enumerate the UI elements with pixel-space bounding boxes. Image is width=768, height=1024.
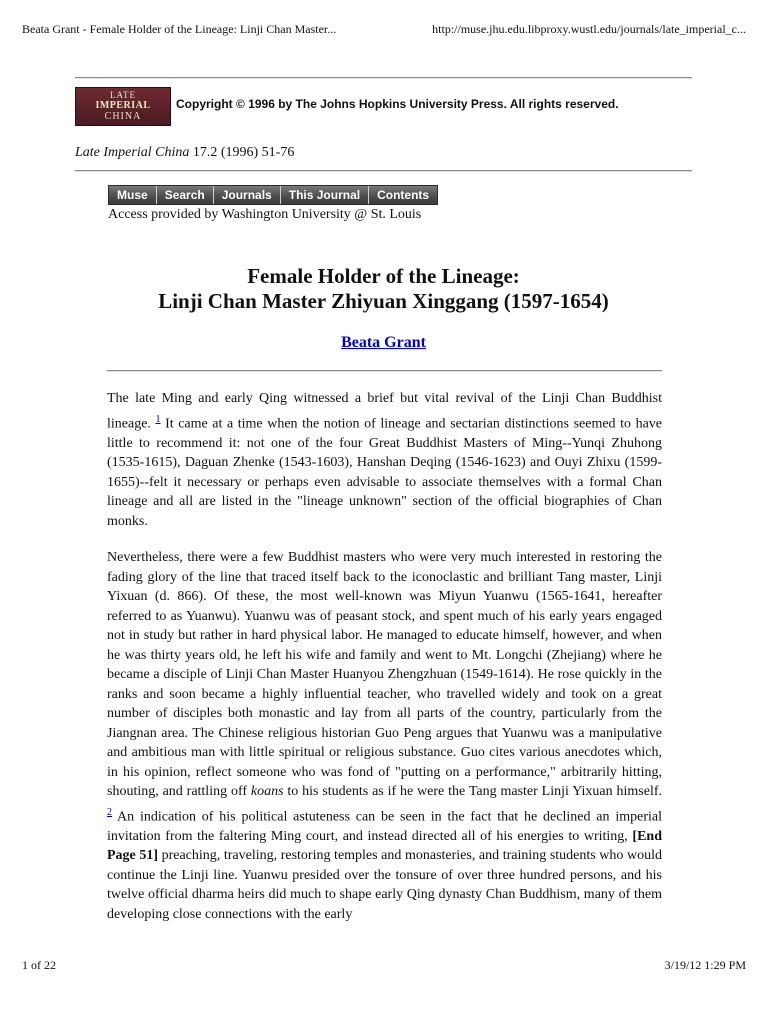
nav-muse-button[interactable]: Muse: [109, 186, 157, 204]
paragraph-1: [107, 389, 662, 531]
citation-journal: Late Imperial China: [75, 145, 190, 160]
copyright-notice: Copyright © 1996 by The Johns Hopkins University Press. All rights reserved.: [176, 97, 619, 111]
footnote-2-link[interactable]: 2: [107, 806, 112, 818]
article-body: [107, 389, 662, 941]
print-header-title: Beata Grant - Female Holder of the Lineage: Linji Chan Master...: [22, 22, 337, 36]
citation-details: 17.2 (1996) 51-76: [189, 145, 295, 160]
citation: [75, 145, 294, 161]
access-notice: Access provided by Washington University @ St. Louis: [108, 207, 422, 222]
top-rule: [75, 77, 692, 79]
nav-this-journal-button[interactable]: This Journal: [281, 186, 369, 204]
print-header: [22, 22, 746, 38]
journal-logo[interactable]: [75, 87, 171, 126]
paragraph-2-text-b: to his students as if he were the Tang master Linji Yixuan himself.: [283, 784, 662, 800]
footnote-1-link[interactable]: 1: [155, 413, 161, 425]
print-footer: [22, 958, 746, 974]
paragraph-2-text-d: preaching, traveling, restoring temples and monasteries, and training students who would continue the Linji line. Yuanwu presided over the tonsure of over three hundred persons, and his twelve official dharma heirs did much to shape early Qing dynasty Chan Buddhism, many of them developing close connections with the early: [107, 848, 662, 922]
nav-journals-button[interactable]: Journals: [214, 186, 281, 204]
article-title: [75, 264, 692, 314]
citation-rule: [75, 170, 692, 172]
paragraph-2-text-c: An indication of his political astuteness can be seen in the fact that he declined an imperial invitation from the faltering Ming court, and instead directed all of his energies to writing,: [107, 809, 662, 844]
journal-navbar: [108, 185, 438, 205]
author-rule: [107, 370, 662, 372]
logo-line-1: LATE: [110, 90, 136, 100]
logo-line-2: IMPERIAL: [95, 100, 151, 111]
article-author: [75, 334, 692, 352]
paragraph-2: [107, 548, 662, 924]
print-footer-datetime: 3/19/12 1:29 PM: [664, 958, 746, 972]
nav-contents-button[interactable]: Contents: [369, 186, 437, 204]
koans-term: koans: [250, 784, 284, 800]
print-footer-page: 1 of 22: [22, 958, 56, 972]
paragraph-1-text-a: The late Ming and early Qing witnessed a brief but vital revival of the Linji Chan Buddhist lineage.: [107, 391, 662, 432]
print-header-url: http://muse.jhu.edu.libproxy.wustl.edu/journals/late_imperial_c...: [432, 22, 746, 36]
author-link[interactable]: Beata Grant: [341, 334, 426, 351]
article-title-line-2: Linji Chan Master Zhiyuan Xinggang (1597-1654): [158, 289, 609, 313]
end-page-marker: [End Page 51]: [107, 828, 662, 864]
paragraph-1-text-b: It came at a time when the notion of lineage and sectarian distinctions seemed to have little to recommend it: not one of the four Great Buddhist Masters of Ming--Yunqi Zhuhong (1535-1615), Daguan Zhenke (1543-1603), Hanshan Deqing (1546-1623) and Ouyi Zhixu (1599-1655)--felt it necessary or perhaps even advisable to associate themselves with a formal Chan lineage and all are listed in the "lineage unknown" section of the official biographies of Chan monks.: [107, 416, 663, 529]
paragraph-2-text-a: Nevertheless, there were a few Buddhist masters who were very much interested in restoring the fading glory of the line that traced itself back to the iconoclastic and brilliant Tang master, Linji Yixuan (d. 866). Of these, the most well-known was Miyun Yuanwu (1565-1641, hereafter referred to as Yuanwu). Yuanwu was of peasant stock, and spent much of his early years engaged not in study but rather in hard physical labor. He managed to educate himself, however, and when he was thirty years old, he left his wife and family and went to Mt. Longchi (Zhejiang) where he became a disciple of Linji Chan Master Huanyou Zhengzhuan (1549-1614). He rose quickly in the ranks and soon became a highly influential teacher, who travelled widely and took on a great number of disciples both monastic and lay from all parts of the country, particularly from the Jiangnan area. The Chinese religious historian Guo Peng argues that Yuanwu was a manipulative and ambitious man with little spiritual or religious substance. Guo cites various anecdotes which, in his opinion, reflect someone who was fond of "putting on a performance," arbitrarily hitting, shouting, and rattling off: [107, 550, 662, 800]
logo-line-3: CHINA: [104, 111, 142, 122]
article-title-line-1: Female Holder of the Lineage:: [247, 264, 520, 288]
nav-search-button[interactable]: Search: [157, 186, 214, 204]
